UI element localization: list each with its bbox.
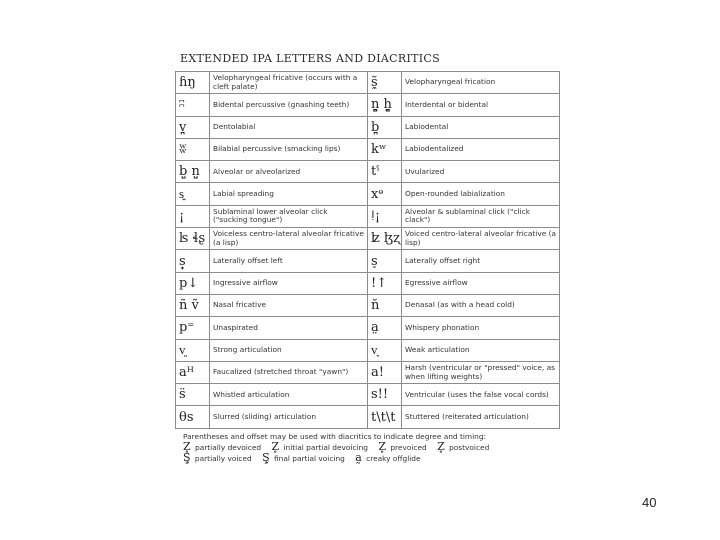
ipa-symbol-left: aᴴ [176, 361, 210, 383]
page-number: 40 [642, 495, 657, 510]
ipa-symbol-left: s̈ [176, 384, 210, 406]
ipa-symbol-right: ʫ ɮʐ [368, 228, 402, 250]
description-left: Laterally offset left [210, 250, 368, 272]
description-left: Labial spreading [210, 183, 368, 205]
ipa-symbol-right: t\t\t [368, 406, 402, 428]
diacritic-label: partially devoiced [195, 443, 262, 452]
ipa-symbol-right: xᶱ [368, 183, 402, 205]
description-right: Alveolar & sublaminal click ("click clack") [402, 205, 560, 227]
description-right: Harsh (ventricular or "pressed" voice, as when lifting weights) [402, 361, 560, 383]
notes-line-2 [183, 453, 548, 464]
table-row [176, 183, 560, 205]
ipa-symbol-left: ʭ [176, 94, 210, 116]
table-row [176, 361, 560, 383]
ipa-symbol-left: ʬ [176, 138, 210, 160]
description-right: Velopharyngeal frication [402, 72, 560, 94]
ipa-symbol-right: s!! [368, 384, 402, 406]
description-left: Ingressive airflow [210, 272, 368, 294]
description-left: Slurred (sliding) articulation [210, 406, 368, 428]
diacritic-label: final partial voicing [274, 454, 345, 463]
notes-intro: Parentheses and offset may be used with diacritics to indicate degree and timing: [183, 432, 487, 441]
description-left: Nasal fricative [210, 294, 368, 316]
diacritic-label: initial partial devoicing [283, 443, 368, 452]
table-row [176, 384, 560, 406]
ipa-symbol-right: tˁ [368, 161, 402, 183]
diacritic-symbol: a̰ [355, 451, 362, 464]
diacritic-label: partially voiced [194, 454, 252, 463]
description-left: Strong articulation [210, 339, 368, 361]
description-right: Egressive airflow [402, 272, 560, 294]
table-row [176, 205, 560, 227]
description-left: Unaspirated [210, 317, 368, 339]
diacritic-symbol: Z̥ [271, 440, 280, 453]
table-row [176, 406, 560, 428]
table-row [176, 272, 560, 294]
ipa-symbol-right: a̤ [368, 317, 402, 339]
description-left: Dentolabial [210, 116, 368, 138]
ipa-symbol-right: n̪̺ h̪̺ [368, 94, 402, 116]
diacritic-label: prevoiced [390, 443, 427, 452]
ipa-symbol-left: v͈ [176, 339, 210, 361]
ipa-symbol-right: kʷ [368, 138, 402, 160]
ipa-symbol-right: !↑ [368, 272, 402, 294]
diacritic-symbol: Z̥ [437, 440, 445, 453]
description-left: Bilabial percussive (smacking lips) [210, 138, 368, 160]
ipa-symbol-right: s̠ [368, 250, 402, 272]
description-right: Whispery phonation [402, 317, 560, 339]
ipa-symbol-right: ǃ¡ [368, 205, 402, 227]
ipa-symbol-left: b̺ n̺ [176, 161, 210, 183]
notes-section [183, 432, 548, 464]
ipa-symbol-left: ñ ṽ [176, 294, 210, 316]
description-right: Denasal (as with a head cold) [402, 294, 560, 316]
diacritic-label: postvoiced [449, 443, 490, 452]
description-right: Open-rounded labialization [402, 183, 560, 205]
ipa-table [175, 71, 560, 429]
description-right: Ventricular (uses the false vocal cords) [402, 384, 560, 406]
description-right: Labiodental [402, 116, 560, 138]
table-row [176, 339, 560, 361]
description-left: Whistled articulation [210, 384, 368, 406]
table-row [176, 228, 560, 250]
ipa-symbol-left: p↓ [176, 272, 210, 294]
description-left: Velopharyngeal fricative (occurs with a cleft palate) [210, 72, 368, 94]
ipa-symbol-left: v̪ [176, 116, 210, 138]
description-right: Weak articulation [402, 339, 560, 361]
ipa-symbol-left: s̟ [176, 250, 210, 272]
description-right: Uvularized [402, 161, 560, 183]
description-right: Voiced centro-lateral alveolar fricative (a lisp) [402, 228, 560, 250]
table-row [176, 94, 560, 116]
ipa-symbol-right: s̼̃ [368, 72, 402, 94]
ipa-symbol-right: b̪ [368, 116, 402, 138]
description-left: Bidental percussive (gnashing teeth) [210, 94, 368, 116]
table-row [176, 294, 560, 316]
description-left: Sublaminal lower alveolar click ("sucking tongue") [210, 205, 368, 227]
description-left: Faucalized (stretched throat "yawn") [210, 361, 368, 383]
diacritic-symbol: Z̥ [183, 440, 191, 453]
table-row [176, 138, 560, 160]
diacritic-label: creaky offglide [366, 454, 421, 463]
table-row [176, 116, 560, 138]
diacritic-symbol: Ş̬ [262, 451, 270, 464]
ipa-symbol-left: s͍ [176, 183, 210, 205]
ipa-symbol-right: a! [368, 361, 402, 383]
diacritic-symbol: Z̥ [378, 440, 386, 453]
ipa-symbol-left: p⁼ [176, 317, 210, 339]
chart-title: EXTENDED IPA LETTERS AND DIACRITICS [180, 52, 440, 65]
table-row [176, 317, 560, 339]
ipa-symbol-left: θs [176, 406, 210, 428]
diacritic-symbol: Ş̬ [183, 451, 191, 464]
ipa-symbol-left: ʪ ɬʂ [176, 228, 210, 250]
ipa-symbol-right: n̆ [368, 294, 402, 316]
ipa-symbol-right: v͉ [368, 339, 402, 361]
table-row [176, 72, 560, 94]
notes-line-1 [183, 442, 548, 453]
description-left: Alveolar or alveolarized [210, 161, 368, 183]
description-right: Labiodentalized [402, 138, 560, 160]
ipa-symbol-left: ¡ [176, 205, 210, 227]
description-right: Laterally offset right [402, 250, 560, 272]
ipa-symbol-left: ɦŋ [176, 72, 210, 94]
description-left: Voiceless centro-lateral alveolar fricative (a lisp) [210, 228, 368, 250]
table-row [176, 250, 560, 272]
description-right: Stuttered (reiterated articulation) [402, 406, 560, 428]
table-row [176, 161, 560, 183]
description-right: Interdental or bidental [402, 94, 560, 116]
